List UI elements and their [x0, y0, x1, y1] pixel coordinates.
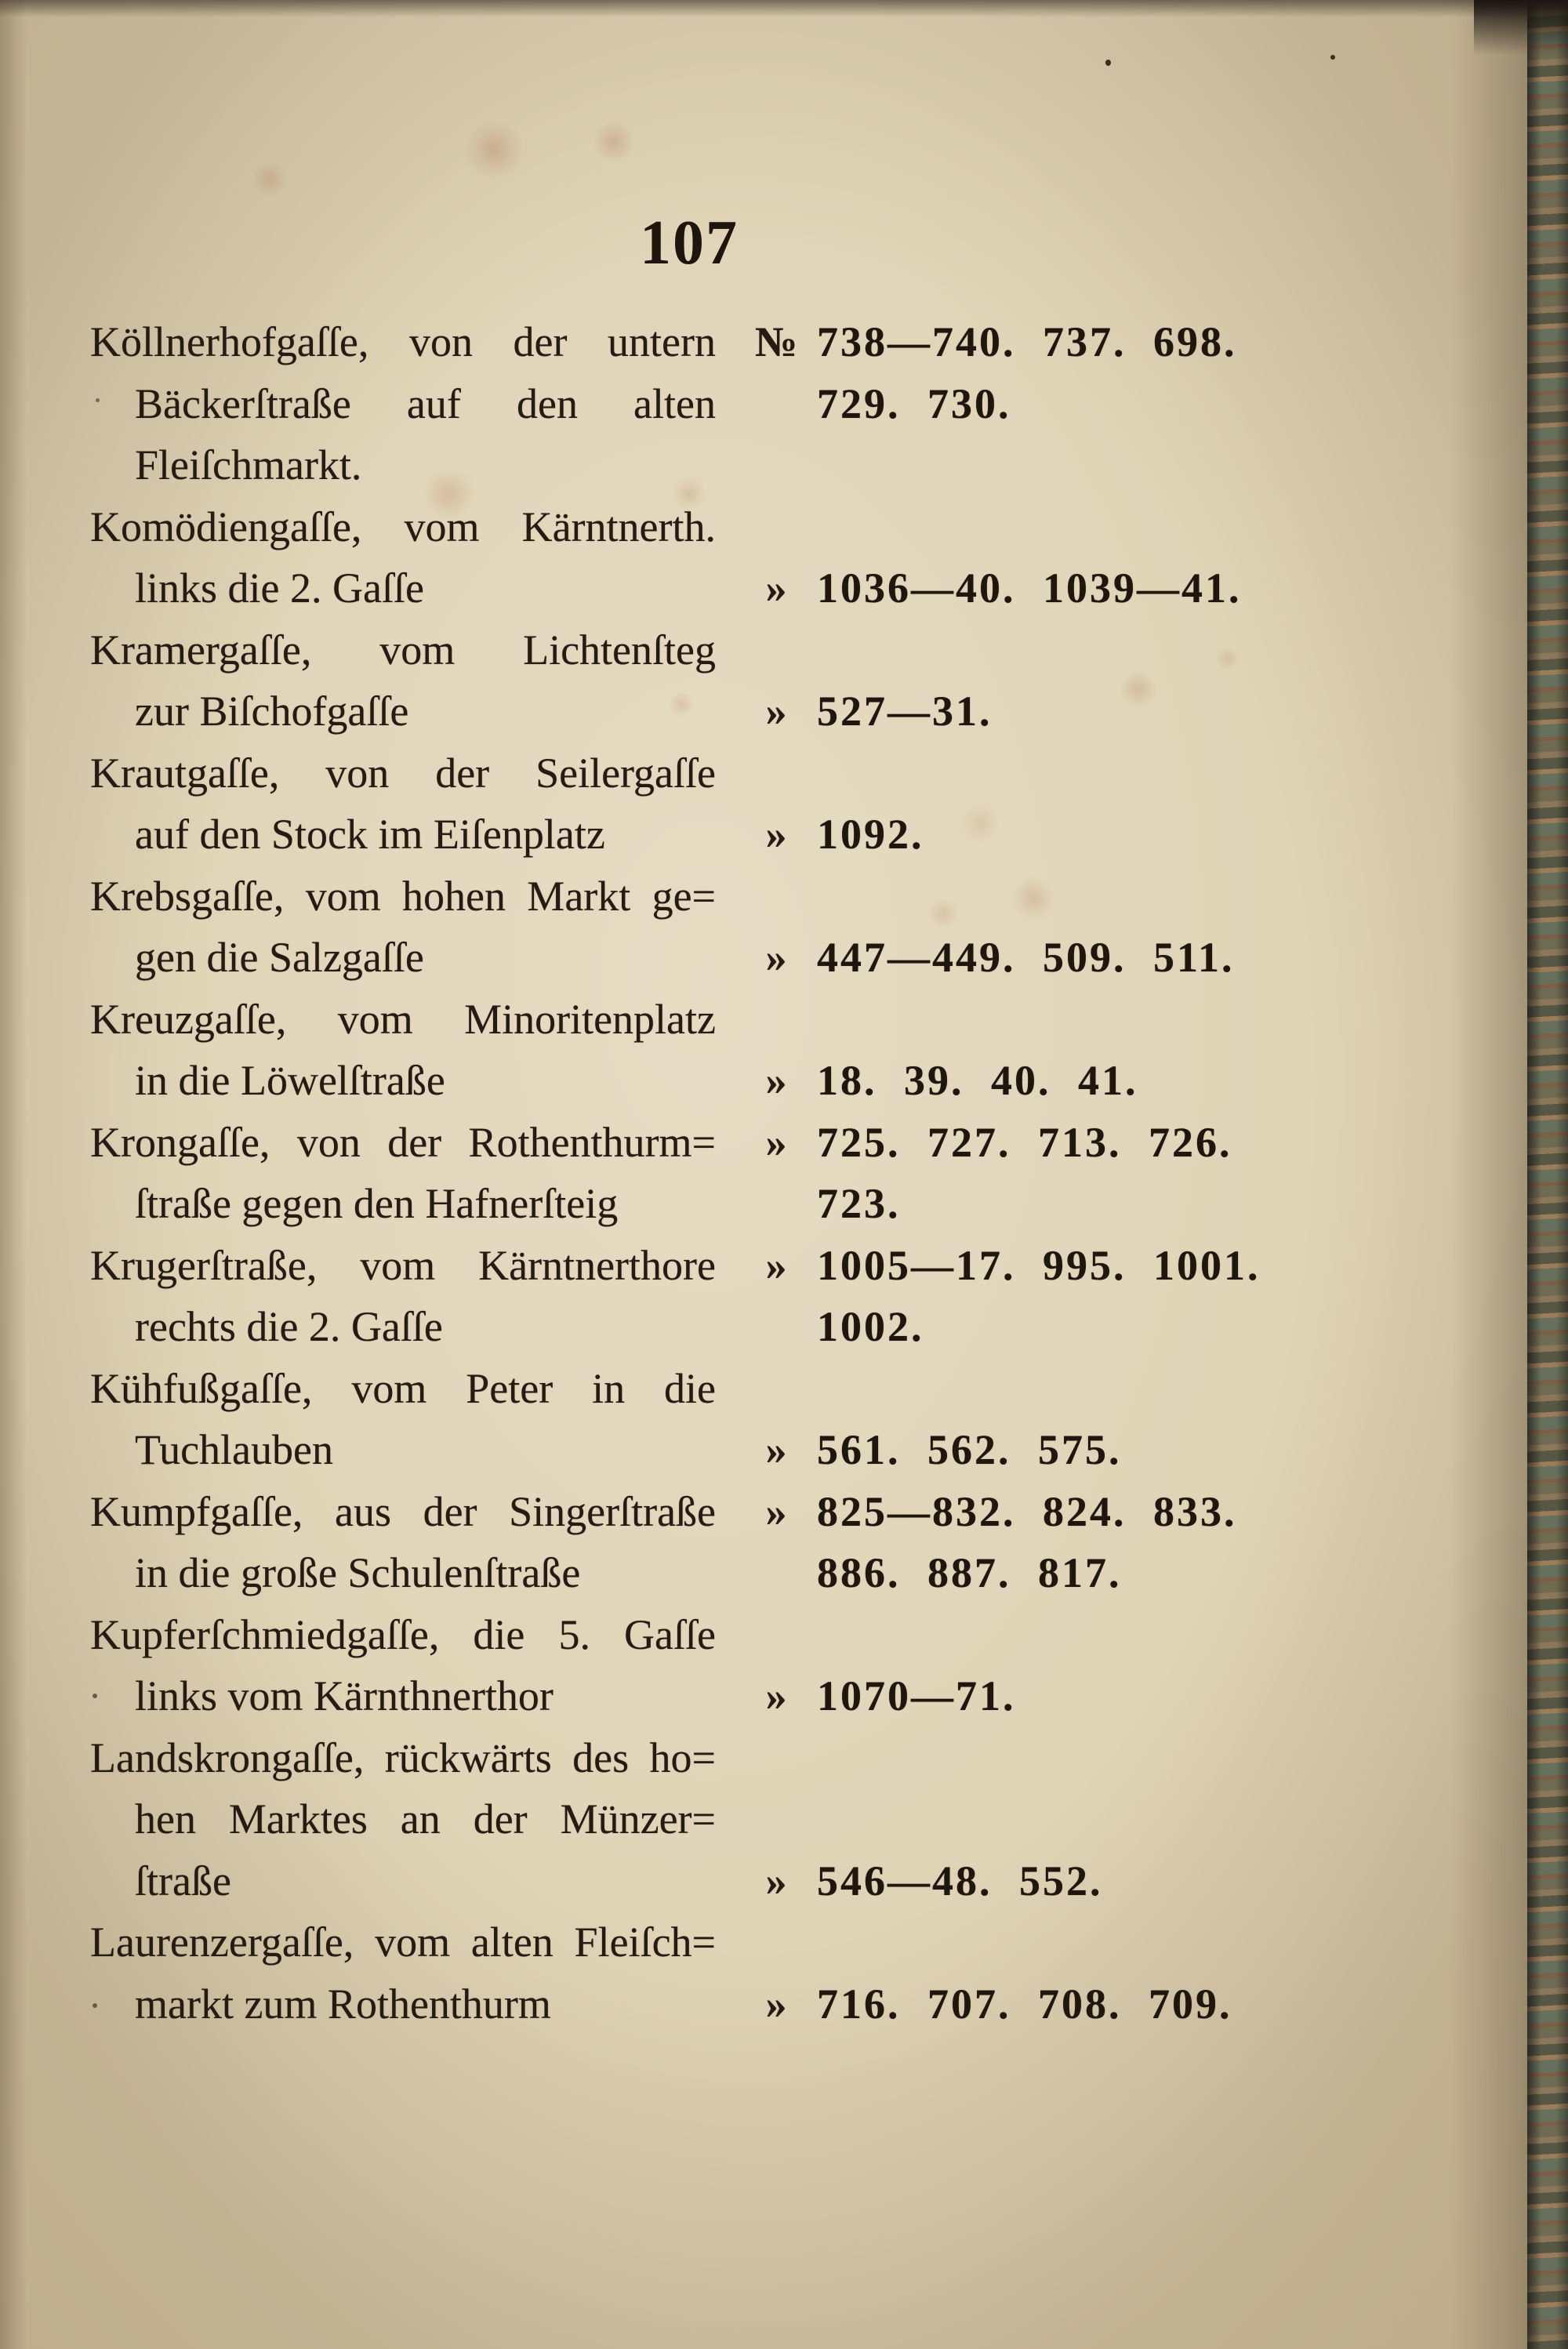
- house-numbers: 527—31.: [817, 688, 993, 735]
- entry-line: [0, 1665, 1568, 1727]
- entry-line: [0, 619, 1568, 681]
- street-entry: [0, 1235, 1568, 1358]
- entry-line: [0, 804, 1568, 866]
- house-numbers: 716. 707. 708. 709.: [817, 1980, 1232, 2028]
- house-numbers: 1070—71.: [817, 1672, 1016, 1719]
- entry-line: [0, 927, 1568, 989]
- house-numbers: 447—449. 509. 511.: [817, 934, 1235, 981]
- street-description: Laurenzergaſſe, vom alten Fleiſch=: [90, 1919, 716, 1966]
- house-numbers: 723.: [817, 1180, 901, 1227]
- street-description: Kramergaſſe, vom Lichtenſteg: [90, 626, 716, 673]
- entry-line: [0, 681, 1568, 742]
- street-description: Krongaſſe, von der Rothenthurm=: [90, 1118, 716, 1166]
- street-entry: [0, 1481, 1568, 1604]
- entry-line: [0, 1419, 1568, 1481]
- street-entry: [0, 1112, 1568, 1235]
- entry-line: [0, 1050, 1568, 1112]
- house-numbers: 1092.: [817, 811, 924, 858]
- house-numbers: 886. 887. 817.: [817, 1549, 1122, 1596]
- house-numbers: 1005—17. 995. 1001.: [817, 1241, 1261, 1289]
- street-description: ſtraße: [135, 1857, 231, 1904]
- street-description: links die 2. Gaſſe: [135, 565, 424, 612]
- house-numbers: 18. 39. 40. 41.: [817, 1057, 1138, 1104]
- street-description: hen Marktes an der Münzer=: [135, 1795, 716, 1843]
- reference-marker: »: [765, 1857, 787, 1904]
- entry-line: [0, 1173, 1568, 1235]
- reference-marker: »: [765, 934, 787, 981]
- entry-line: [0, 1973, 1568, 2035]
- street-entry: [0, 311, 1568, 496]
- street-description: in die Löwelſtraße: [135, 1057, 445, 1104]
- ink-speck: [1330, 55, 1335, 60]
- house-numbers: 825—832. 824. 833.: [817, 1487, 1237, 1535]
- street-description: Kühfußgaſſe, vom Peter in die: [90, 1364, 716, 1412]
- entry-line: [0, 1850, 1568, 1912]
- street-description: Tuchlauben: [135, 1426, 333, 1473]
- street-description: markt zum Rothenthurm: [135, 1980, 551, 2028]
- street-description: Komödiengaſſe, vom Kärntnerth.: [90, 503, 716, 550]
- street-description: Kreuzgaſſe, vom Minoritenplatz: [90, 995, 716, 1043]
- street-description: Krebsgaſſe, vom hohen Markt ge=: [90, 872, 716, 920]
- street-description: auf den Stock im Eiſenplatz: [135, 811, 605, 858]
- entry-line: [0, 1542, 1568, 1604]
- street-description: Köllnerhofgaſſe, von der untern: [90, 318, 716, 365]
- entry-line: [0, 742, 1568, 804]
- top-edge-shadow: [0, 0, 1568, 17]
- street-description: links vom Kärnthnerthor: [135, 1672, 554, 1719]
- street-entry: [0, 1727, 1568, 1912]
- street-description: Krautgaſſe, von der Seilergaſſe: [90, 749, 716, 797]
- street-description: Landskrongaſſe, rückwärts des ho=: [90, 1734, 716, 1781]
- house-numbers: 1002.: [817, 1303, 924, 1350]
- reference-marker: »: [765, 1980, 787, 2028]
- house-numbers: 546—48. 552.: [817, 1857, 1103, 1904]
- street-entry: [0, 742, 1568, 866]
- reference-marker: »: [765, 1241, 787, 1289]
- house-numbers: 729. 730.: [817, 379, 1011, 427]
- street-description: Bäckerſtraße auf den alten: [135, 379, 716, 427]
- entry-line: [0, 557, 1568, 619]
- entry-line: [0, 1481, 1568, 1543]
- street-entry: [0, 619, 1568, 742]
- reference-marker: »: [765, 1057, 787, 1104]
- entry-line: [0, 989, 1568, 1051]
- entry-line: [0, 1604, 1568, 1666]
- house-numbers: 561. 562. 575.: [817, 1426, 1122, 1473]
- ink-speck: [1105, 60, 1111, 66]
- street-index: [0, 311, 1568, 2035]
- street-description: ſtraße gegen den Hafnerſteig: [135, 1180, 619, 1227]
- reference-marker: »: [765, 688, 787, 735]
- street-entry: [0, 1604, 1568, 1727]
- entry-line: [0, 1358, 1568, 1420]
- entry-line: [0, 1788, 1568, 1850]
- entry-line: [0, 1112, 1568, 1174]
- street-description: in die große Schulenſtraße: [135, 1549, 581, 1596]
- corner-shadow: [1474, 0, 1568, 55]
- page-number: 107: [640, 209, 739, 278]
- house-numbers: 725. 727. 713. 726.: [817, 1118, 1232, 1166]
- street-entry: [0, 496, 1568, 619]
- entry-line: [0, 1912, 1568, 1973]
- street-description: zur Biſchofgaſſe: [135, 688, 409, 735]
- entry-line: [0, 1235, 1568, 1297]
- reference-marker: »: [765, 1672, 787, 1719]
- street-entry: [0, 866, 1568, 989]
- reference-marker: »: [765, 565, 787, 612]
- reference-marker: »: [765, 1426, 787, 1473]
- house-numbers: 738—740. 737. 698.: [817, 318, 1237, 365]
- entry-line: [0, 496, 1568, 558]
- street-description: Krugerſtraße, vom Kärntnerthore: [90, 1241, 716, 1289]
- street-description: rechts die 2. Gaſſe: [135, 1303, 443, 1350]
- reference-marker: »: [765, 1118, 787, 1166]
- entry-line: [0, 1727, 1568, 1789]
- street-entry: [0, 989, 1568, 1112]
- street-entry: [0, 1358, 1568, 1481]
- reference-marker: №: [754, 318, 798, 365]
- entry-line: [0, 1296, 1568, 1358]
- street-description: gen die Salzgaſſe: [135, 934, 424, 981]
- street-entry: [0, 1912, 1568, 2035]
- entry-line: [0, 434, 1568, 496]
- street-description: Kumpfgaſſe, aus der Singerſtraße: [90, 1487, 716, 1535]
- house-numbers: 1036—40. 1039—41.: [817, 565, 1242, 612]
- street-description: Fleiſchmarkt.: [135, 441, 362, 488]
- street-description: Kupferſchmiedgaſſe, die 5. Gaſſe: [90, 1610, 716, 1658]
- entry-line: [0, 373, 1568, 435]
- entry-line: [0, 866, 1568, 928]
- entry-line: [0, 311, 1568, 373]
- reference-marker: »: [765, 811, 787, 858]
- reference-marker: »: [765, 1487, 787, 1535]
